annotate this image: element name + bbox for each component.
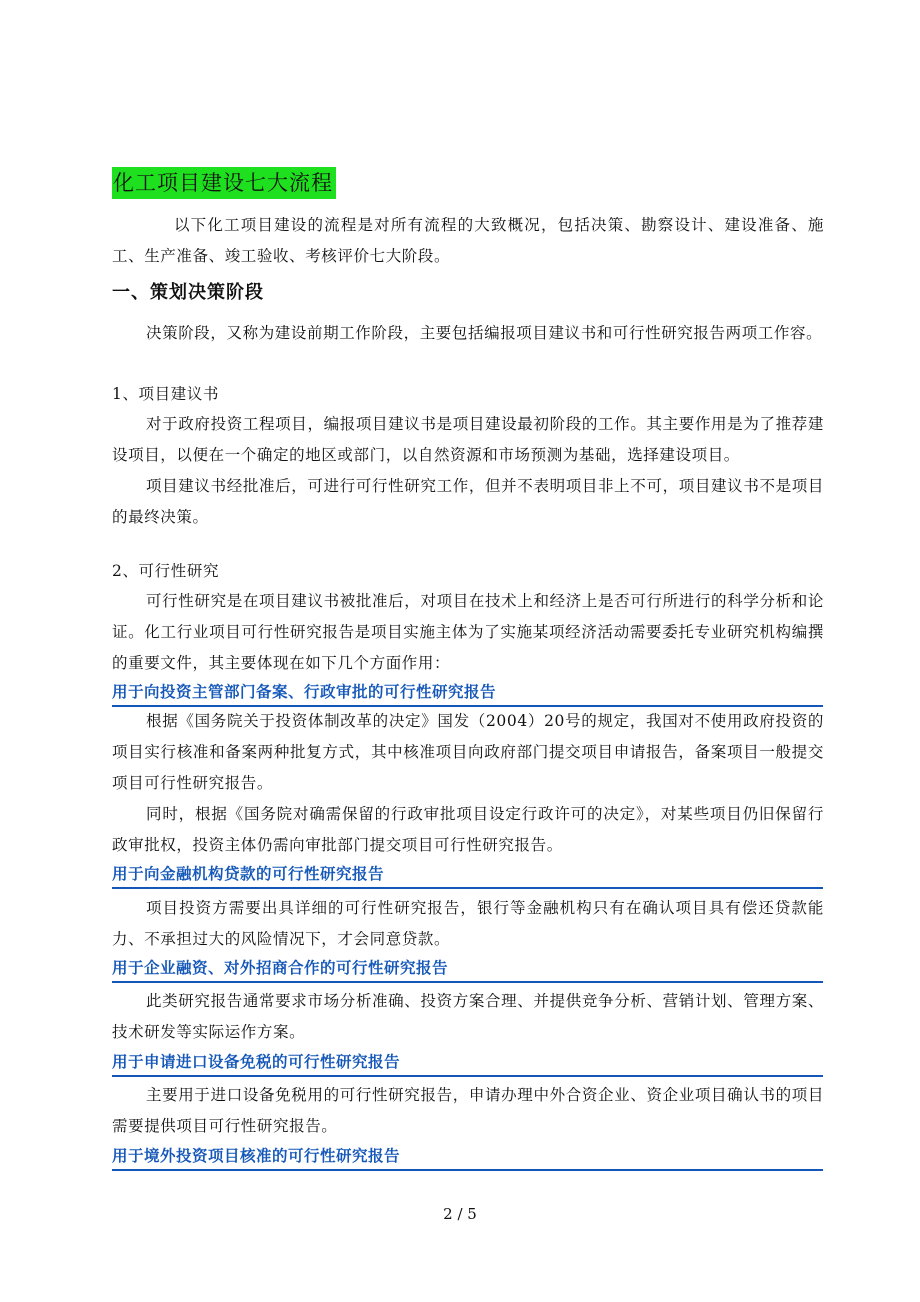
- link-heading-3[interactable]: 用于企业融资、对外招商合作的可行性研究报告: [112, 955, 823, 983]
- section1-block: [112, 278, 824, 308]
- link-section-1-paragraph-2: 同时，根据《国务院对确需保留的行政审批项目设定行政许可的决定》，对某些项目仍旧保留行政审批权，投资主体仍需向审批部门提交项目可行性研究报告。: [112, 805, 824, 854]
- section1-paragraph: 决策阶段，又称为建设前期工作阶段，主要包括编报项目建议书和可行性研究报告两项工作容。: [146, 324, 823, 342]
- link-section-2-body: [112, 893, 824, 955]
- link-section-3-body: [112, 986, 824, 1048]
- link-heading-1[interactable]: 用于向投资主管部门备案、行政审批的可行性研究报告: [112, 679, 823, 707]
- sub2-paragraph: 可行性研究是在项目建议书被批准后，对项目在技术上和经济上是否可行所进行的科学分析和论证。化工行业项目可行性研究报告是项目实施主体为了实施某项经济活动需要委托专业研究机构编撰的重要文件，其主要体现在如下几个方面作用：: [112, 592, 824, 672]
- link-section-1-body: [112, 706, 824, 861]
- document-title: 化工项目建设七大流程: [112, 167, 336, 199]
- sub2-block: [112, 556, 824, 679]
- section1-heading: 一、策划决策阶段: [112, 282, 264, 303]
- link-section-4-body: [112, 1080, 824, 1142]
- link-heading-5[interactable]: 用于境外投资项目核准的可行性研究报告: [112, 1143, 823, 1171]
- intro-block: [112, 210, 824, 272]
- sub1-heading: 1、项目建议书: [112, 385, 220, 403]
- sub1-block: [112, 379, 824, 533]
- link-heading-4[interactable]: 用于申请进口设备免税的可行性研究报告: [112, 1049, 823, 1077]
- sub1-paragraph-2: 项目建议书经批准后，可进行可行性研究工作，但并不表明项目非上不可，项目建议书不是项目的最终决策。: [112, 477, 824, 526]
- link-section-4-paragraph-1: 主要用于进口设备免税用的可行性研究报告，申请办理中外合资企业、资企业项目确认书的项目需要提供项目可行性研究报告。: [112, 1086, 824, 1135]
- link-section-3-paragraph-1: 此类研究报告通常要求市场分析准确、投资方案合理、并提供竞争分析、营销计划、管理方案、技术研发等实际运作方案。: [112, 992, 824, 1041]
- link-section-1-paragraph-1: 根据《国务院关于投资体制改革的决定》国发（2004）20号的规定，我国对不使用政府投资的项目实行核准和备案两种批复方式，其中核准项目向政府部门提交项目申请报告，备案项目一般提交项目可行性研究报告。: [112, 712, 824, 792]
- section1-body: [112, 318, 824, 349]
- sub1-paragraph-1: 对于政府投资工程项目，编报项目建议书是项目建设最初阶段的工作。其主要作用是为了推荐建设项目，以便在一个确定的地区或部门，以自然资源和市场预测为基础，选择建设项目。: [112, 415, 824, 464]
- intro-paragraph: 以下化工项目建设的流程是对所有流程的大致概况，包括决策、勘察设计、建设准备、施工、生产准备、竣工验收、考核评价七大阶段。: [112, 216, 824, 265]
- link-heading-2[interactable]: 用于向金融机构贷款的可行性研究报告: [112, 861, 823, 889]
- link-section-2-paragraph-1: 项目投资方需要出具详细的可行性研究报告，银行等金融机构只有在确认项目具有偿还贷款能力、不承担过大的风险情况下，才会同意贷款。: [112, 899, 824, 948]
- page-number: 2 / 5: [443, 1205, 477, 1223]
- sub2-heading: 2、可行性研究: [112, 562, 220, 580]
